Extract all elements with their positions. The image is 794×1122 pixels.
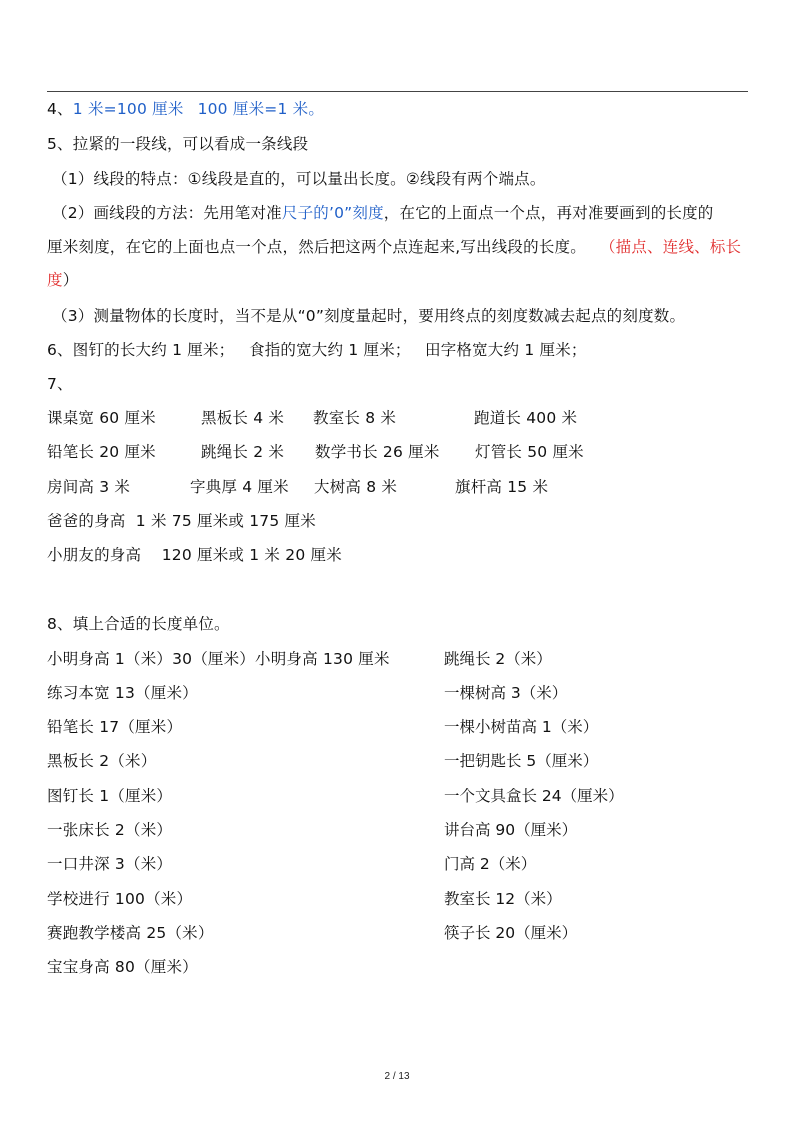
s7-r3-c4: 旗杆高 15 米: [455, 478, 549, 496]
page-number: 2 / 13: [384, 1071, 410, 1082]
section-5-sub3: （3）测量物体的长度时，当不是从“0”刻度量起时，要用终点的刻度数减去起点的刻度数。: [52, 307, 686, 325]
s7-r3-c2: 字典厚 4 厘米: [190, 478, 289, 496]
s8-left-item: 小明身高 1（米）30（厘米）小明身高 130 厘米: [47, 650, 390, 668]
s8-left-item: 铅笔长 17（厘米）: [47, 718, 183, 736]
section-7-line4: 爸爸的身高 1 米 75 厘米或 175 厘米: [47, 512, 316, 530]
s8-left-item: 一张床长 2（米）: [47, 821, 173, 839]
sub2-text-d: 厘米刻度，在它的上面也点一个点，然后把这两个点连起来,写出线段的长度。: [47, 238, 586, 256]
s8-left-item: 黑板长 2（米）: [47, 752, 157, 770]
section-5-title: 5、拉紧的一段线，可以看成一条线段: [47, 135, 309, 153]
sub2-paren-open: （: [599, 238, 616, 256]
s8-right-item: 一个文具盒长 24（厘米）: [444, 787, 624, 805]
s8-right-item: 一把钥匙长 5（厘米）: [444, 752, 599, 770]
s7-r1-c2: 黑板长 4 米: [201, 409, 285, 427]
s8-right-item: 筷子长 20（厘米）: [444, 924, 578, 942]
s8-right-item: 门高 2（米）: [444, 855, 537, 873]
s7-r3-c3: 大树高 8 米: [314, 478, 398, 496]
s8-right-item: 一棵小树苗高 1（米）: [444, 718, 599, 736]
section-5-sub2-line3: [47, 270, 78, 290]
sub2-highlight-steps: 描点、连线、标长: [615, 238, 742, 256]
s8-left-item: 赛跑教学楼高 25（米）: [47, 924, 214, 942]
s7-r3-c1: 房间高 3 米: [47, 478, 131, 496]
section-6-item3: 田字格宽大约 1 厘米；: [425, 341, 587, 359]
s8-left-item: 一口井深 3（米）: [47, 855, 173, 873]
sub2-text-c: ，在它的上面点一个点，再对准要画到的长度的: [383, 204, 714, 222]
s7-r2-c1: 铅笔长 20 厘米: [47, 443, 156, 461]
section-6-item2: 食指的宽大约 1 厘米；: [249, 341, 411, 359]
sub2-paren-close: ）: [62, 271, 79, 289]
section-8-title: 8、填上合适的长度单位。: [47, 615, 230, 633]
sub2-highlight-steps-end: 度: [47, 271, 63, 289]
s8-right-item: 教室长 12（米）: [444, 890, 562, 908]
s7-r2-c2: 跳绳长 2 米: [201, 443, 285, 461]
s7-r2-c4: 灯管长 50 厘米: [475, 443, 584, 461]
section-7-line5: 小朋友的身高 120 厘米或 1 米 20 厘米: [47, 546, 342, 564]
s8-left-item: 练习本宽 13（厘米）: [47, 684, 198, 702]
section-5-sub2-line1: [52, 203, 714, 223]
section-4: [47, 99, 324, 119]
s8-right-item: 讲台高 90（厘米）: [444, 821, 578, 839]
s8-left-item: 宝宝身高 80（厘米）: [47, 958, 198, 976]
section-4-number: 4、: [47, 100, 73, 118]
section-6-item1: 6、图钉的长大约 1 厘米；: [47, 341, 235, 359]
sub2-text-a: （2）画线段的方法：先用笔对准: [52, 204, 282, 222]
section-5-sub1: （1）线段的特点：①线段是直的，可以量出长度。②线段有两个端点。: [52, 170, 546, 188]
s8-right-item: 一棵树高 3（米）: [444, 684, 568, 702]
section-7-title: 7、: [47, 375, 73, 393]
s8-left-item: 学校进行 100（米）: [47, 890, 193, 908]
s8-right-item: 跳绳长 2（米）: [444, 650, 552, 668]
s7-r1-c4: 跑道长 400 米: [474, 409, 578, 427]
s7-r1-c3: 教室长 8 米: [313, 409, 397, 427]
s8-left-item: 图钉长 1（厘米）: [47, 787, 173, 805]
section-5-sub2-line2: [47, 237, 741, 257]
sub2-highlight-ruler: 尺子的’0”刻度: [281, 204, 384, 222]
header-rule: [47, 91, 748, 92]
s7-r1-c1: 课桌宽 60 厘米: [47, 409, 156, 427]
s7-r2-c3: 数学书长 26 厘米: [315, 443, 440, 461]
section-6: [47, 340, 587, 360]
section-4-part1: 1 米=100 厘米: [72, 100, 184, 118]
section-4-part2: 100 厘米=1 米。: [197, 100, 325, 118]
